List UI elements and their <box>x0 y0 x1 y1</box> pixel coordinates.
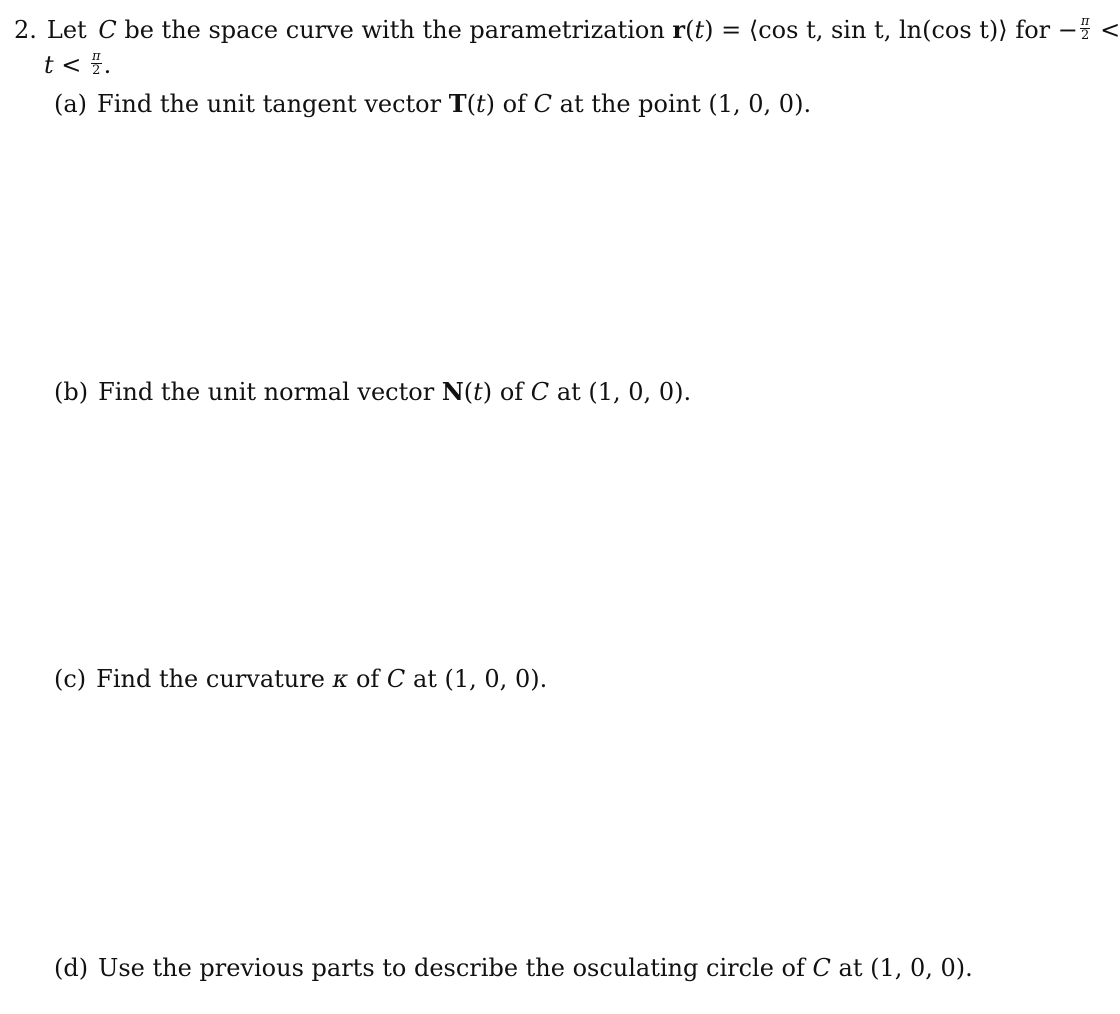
unit-tangent-symbol: T <box>448 89 467 118</box>
problem-intro: Let <box>46 16 87 44</box>
problem-statement-line-2 <box>44 50 111 80</box>
curve-symbol: C <box>530 378 550 406</box>
curve-symbol: C <box>533 90 553 118</box>
problem-statement-line-1: 2. Let C be the space curve with the parametrization r(t) = ⟨cos t, sin t, ln(cos t)⟩ for − $\frac{\pi}{2}$ < <box>14 14 1120 44</box>
part-label: (b) <box>54 378 89 406</box>
r-symbol: r <box>672 15 686 44</box>
part-c: (c) Find the curvature κ of C at (1, 0, 0). <box>54 665 548 693</box>
curve-symbol: C <box>812 954 831 982</box>
part-text: Find the unit tangent vector <box>97 90 442 118</box>
part-d <box>54 953 973 983</box>
part-label: (c) <box>54 665 87 693</box>
part-tail: at (1, 0, 0). <box>838 954 973 982</box>
less-than-sign: < <box>1100 16 1120 44</box>
parametrization-vector: ⟨cos t, sin t, ln(cos t)⟩ <box>748 16 1008 44</box>
part-text: Find the unit normal vector <box>98 378 435 406</box>
part-text: Find the curvature <box>96 665 325 693</box>
for-word: for <box>1015 16 1051 44</box>
part-label: (a) <box>54 90 88 118</box>
unit-normal-symbol: N <box>441 377 464 406</box>
curve-symbol: C <box>386 665 406 693</box>
problem-number: 2. <box>14 16 37 44</box>
part-tail: at (1, 0, 0). <box>412 665 548 693</box>
curve-symbol: C <box>98 16 117 44</box>
t-variable: t <box>694 16 705 44</box>
period: . <box>103 51 112 79</box>
part-a: (a) Find the unit tangent vector T(t) of C at the point (1, 0, 0). <box>54 89 812 118</box>
t-variable: t <box>44 51 54 79</box>
part-text: Use the previous parts to describe the osculating circle of <box>98 954 805 982</box>
fraction-pi-over-2: $\frac{\pi}{2}$ <box>92 49 101 78</box>
less-than-sign: < <box>61 51 82 79</box>
part-b: (b) Find the unit normal vector N(t) of C at (1, 0, 0). <box>54 377 692 406</box>
curvature-symbol: κ <box>332 665 349 693</box>
equals-sign: = <box>721 16 742 44</box>
minus-sign: − <box>1057 16 1078 44</box>
part-tail: at (1, 0, 0). <box>556 378 692 406</box>
part-tail: at the point (1, 0, 0). <box>559 90 812 118</box>
part-label: (d) <box>54 954 89 982</box>
fraction-pi-over-2: $\frac{\pi}{2}$ <box>1080 14 1090 43</box>
problem-description: be the space curve with the parametrization <box>124 16 665 44</box>
